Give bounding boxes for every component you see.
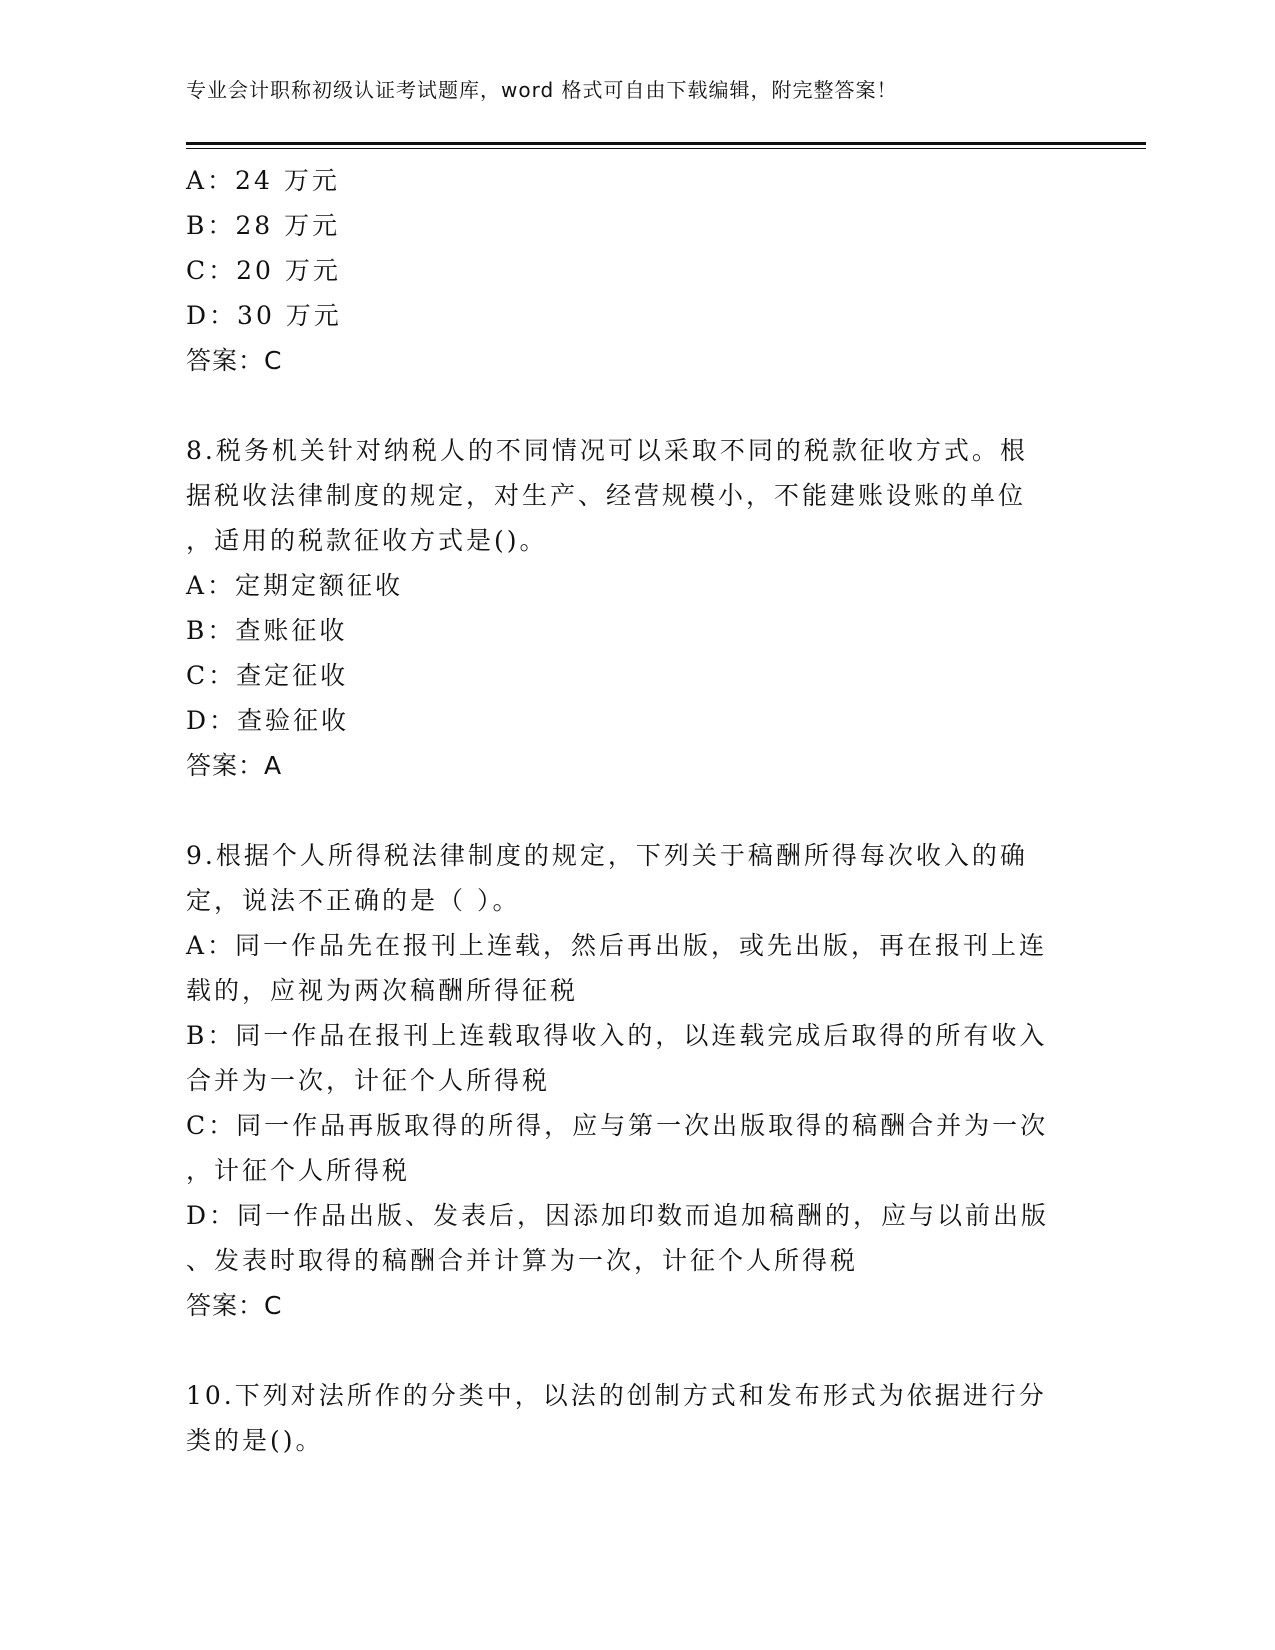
question-8-text-line: 据税收法律制度的规定，对生产、经营规模小，不能建账设账的单位 (186, 481, 1027, 510)
question-9-answer: 答案：C (186, 1291, 283, 1320)
option-a: A：同一作品先在报刊上连载，然后再出版，或先出版，再在报刊上连 (186, 931, 1048, 960)
question-7-options (186, 158, 1086, 338)
header-rule-thin (186, 148, 1146, 149)
option-a: A：定期定额征收 (186, 571, 404, 600)
question-8-text-line: ，适用的税款征收方式是()。 (186, 526, 548, 555)
option-a: A：24 万元 (186, 166, 340, 195)
header-rule-thick (186, 142, 1146, 145)
option-d-continued: 、发表时取得的稿酬合并计算为一次，计征个人所得税 (186, 1246, 859, 1275)
option-d: D：30 万元 (186, 301, 342, 330)
option-b: B：同一作品在报刊上连载取得收入的，以连载完成后取得的所有收入 (186, 1021, 1048, 1050)
question-10-text-line: 类的是()。 (186, 1426, 324, 1455)
option-c: C：同一作品再版取得的所得，应与第一次出版取得的稿酬合并为一次 (186, 1111, 1049, 1140)
question-9-text-line: 定，说法不正确的是（ ）。 (186, 886, 521, 915)
question-9-text-line: 9.根据个人所得税法律制度的规定，下列关于稿酬所得每次收入的确 (186, 841, 1028, 870)
option-c: C：查定征收 (186, 661, 349, 690)
question-10-text-line: 10.下列对法所作的分类中，以法的创制方式和发布形式为依据进行分 (186, 1381, 1047, 1410)
option-b: B：28 万元 (186, 211, 341, 240)
option-d: D：同一作品出版、发表后，因添加印数而追加稿酬的，应与以前出版 (186, 1201, 1050, 1230)
question-7-answer: 答案：C (186, 346, 283, 375)
document-body (186, 158, 1086, 1463)
option-b: B：查账征收 (186, 616, 348, 645)
question-8 (186, 428, 1086, 788)
option-d: D：查验征收 (186, 706, 350, 735)
question-10 (186, 1373, 1086, 1463)
option-c-continued: ，计征个人所得税 (186, 1156, 411, 1185)
page-header: 专业会计职称初级认证考试题库，word 格式可自由下载编辑，附完整答案！ (186, 78, 898, 102)
question-8-answer: 答案：A (186, 751, 283, 780)
question-9 (186, 833, 1086, 1328)
option-a-continued: 载的，应视为两次稿酬所得征税 (186, 976, 579, 1005)
question-8-text-line: 8.税务机关针对纳税人的不同情况可以采取不同的税款征收方式。根 (186, 436, 1028, 465)
option-b-continued: 合并为一次，计征个人所得税 (186, 1066, 551, 1095)
option-c: C：20 万元 (186, 256, 341, 285)
